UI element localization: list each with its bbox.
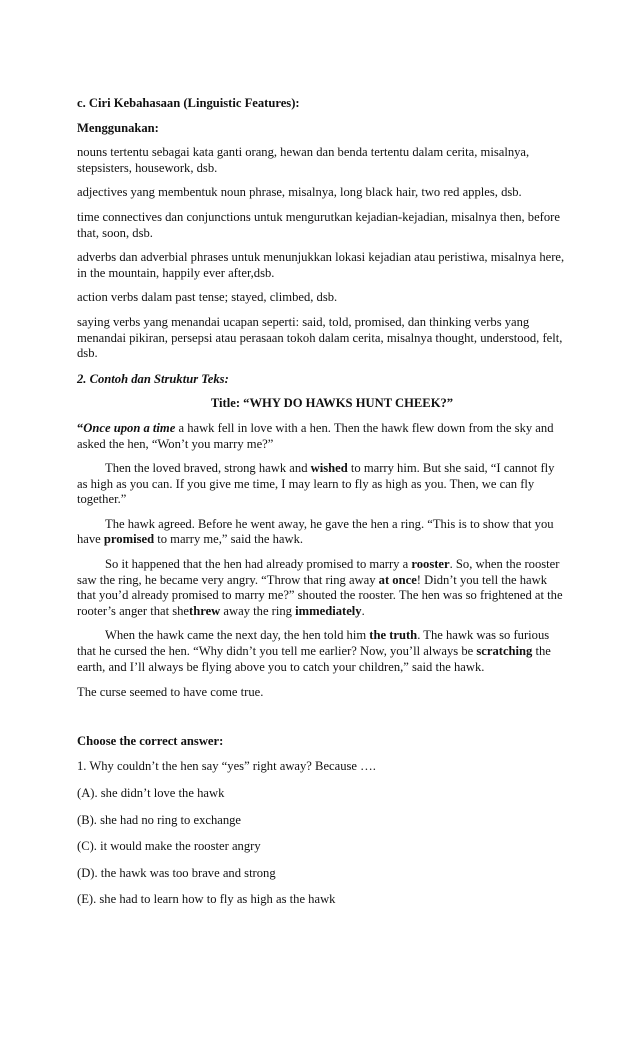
story-paragraph-3 [77,517,567,548]
answer-option-e[interactable]: (E). she had to learn how to fly as high as the hawk [77,892,336,907]
story-paragraph-2 [77,461,567,508]
p2-bold-wished: wished [310,461,348,476]
feature-action-verbs: action verbs dalam past tense; stayed, climbed, dsb. [77,290,338,305]
p4-bold-rooster: rooster [411,557,450,572]
p5-text-c: . The hawk was so furious that he cursed the hen. “Why didn’t you tell me earlier? Now, you’ll always be [77,628,550,659]
open-quote: “ [77,420,84,435]
quiz-heading: Choose the correct answer: [77,733,224,748]
answer-option-d[interactable]: (D). the hawk was too brave and strong [77,865,276,880]
story-paragraph-4 [77,557,567,619]
feature-time-connectives: time connectives dan conjunctions untuk mengurutkan kejadian-kejadian, misalnya then, before that, soon, dsb. [77,209,560,240]
story-paragraph-5 [77,628,567,675]
p4-bold-immediately: immediately [295,603,362,618]
p5-bold-scratching: scratching [476,644,533,659]
story-title: Title: “WHY DO HAWKS HUNT CHEEK?” [210,396,454,411]
p5-text-a: When the hawk came the next day, the hen told him [105,628,370,643]
quiz-question-1: 1. Why couldn’t the hen say “yes” right away? Because …. [77,759,376,774]
once-upon-a-time: Once upon a time [83,420,176,435]
p4-bold-at-once: at once [378,572,417,587]
p1-text: a hawk fell in love with a hen. Then the hawk flew down from the sky and asked the hen, “Won’t you marry me?” [77,420,554,451]
story-closing: The curse seemed to have come true. [77,685,264,700]
feature-nouns: nouns tertentu sebagai kata ganti orang, hewan dan benda tertentu dalam cerita, misalnya, stepsisters, housework, dsb. [77,145,530,175]
p3-bold-promised: promised [103,532,155,547]
p3-text-a: The hawk agreed. Before he went away, he gave the hen a ring. “This is to show that you have [77,516,554,547]
p4-text-e: ! Didn’t you tell the hawk that you’d already promised to marry me?” shouted the rooster. The hen was so frightened at the rooter’s anger that she [77,572,563,618]
p2-text-a: Then the loved braved, strong hawk and [105,461,311,476]
p4-text-c: . So, when the rooster saw the ring, he became very angry. “Throw that ring away [77,557,560,587]
section-c-subheading: Menggunakan: [77,120,159,135]
document-page [77,96,567,908]
p4-text-g: away the ring [220,603,296,618]
answer-option-b[interactable]: (B). she had no ring to exchange [77,812,242,827]
feature-adjectives: adjectives yang membentuk noun phrase, misalnya, long black hair, two red apples, dsb. [77,185,522,200]
answer-option-a[interactable]: (A). she didn’t love the hawk [77,786,225,800]
p2-text-c: to marry him. But she said, “I cannot fly as high as you can. If you give me time, I may learn to fly as high as you. Then, we can fly together.” [77,461,555,507]
p5-text-e: the earth, and I’ll always be flying above you to catch your children,” said the hawk. [77,644,551,674]
p4-text-a: So it happened that the hen had already promised to marry a [105,557,412,572]
p4-bold-threw: threw [189,603,221,618]
feature-adverbs: adverbs dan adverbial phrases untuk menunjukkan lokasi kejadian atau peristiwa, misalnya here, in the mountain, happily ever after,dsb. [77,250,565,280]
feature-saying-verbs: saying verbs yang menandai ucapan seperti: said, told, promised, dan thinking verbs yang menandai pikiran, persepsi atau perasaan tokoh dalam cerita, misalnya thought, understood, felt, dsb. [77,314,563,361]
story-paragraph-1 [77,421,567,452]
p3-text-c: to marry me,” said the hawk. [154,532,304,547]
section-c-heading: c. Ciri Kebahasaan (Linguistic Features): [77,96,300,110]
answer-option-c[interactable]: (C). it would make the rooster angry [77,839,261,854]
p4-text-i: . [361,603,365,618]
section-2-heading: 2. Contoh dan Struktur Teks: [77,371,229,386]
p5-bold-the-truth: the truth [369,628,418,643]
